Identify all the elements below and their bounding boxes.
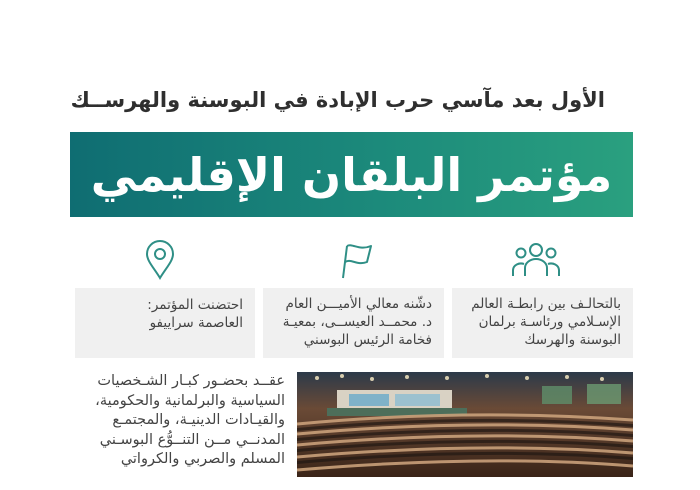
card-line: الإسـلامي ورئاسـة برلمان (478, 314, 621, 330)
card-line: بالتحالـف بين رابطـة العالم (471, 296, 621, 312)
description-line: عقــد بحضـور كبـار الشـخصيات (97, 373, 285, 389)
event-description (70, 372, 285, 470)
people-group-icon (512, 240, 560, 278)
location-pin-icon (144, 240, 176, 280)
description-line: السياسية والبرلمانية والحكومية، (95, 392, 285, 409)
title-banner (70, 132, 633, 217)
card-line: د. محمــد العيســى، بمعيـة (282, 314, 432, 330)
card-line: فخامة الرئيس البوسني (303, 332, 432, 348)
description-line: والقيـادات الدينيـة، والمجتمـع (112, 412, 285, 428)
conference-hall-photo (297, 372, 633, 477)
card-line: احتضنت المؤتمر: (147, 297, 243, 313)
card-venue (75, 288, 255, 358)
description-line: المسلم والصربي والكرواتي (120, 451, 285, 467)
card-inauguration (263, 288, 444, 358)
subtitle-heading: الأول بعد مآسي حرب الإبادة في البوسنة والهرســك (70, 88, 605, 112)
card-line: العاصمة سراييفو (149, 315, 243, 331)
description-line: المدنــي مــن التنــوُّع البوسـني (99, 431, 285, 448)
card-alliance (452, 288, 633, 358)
page-title: مؤتمر البلقان الإقليمي (90, 147, 613, 202)
flag-icon (337, 242, 375, 280)
card-line: البوسنة والهرسك (524, 332, 621, 348)
card-line: دشّنه معالي الأميـــن العام (285, 296, 432, 312)
